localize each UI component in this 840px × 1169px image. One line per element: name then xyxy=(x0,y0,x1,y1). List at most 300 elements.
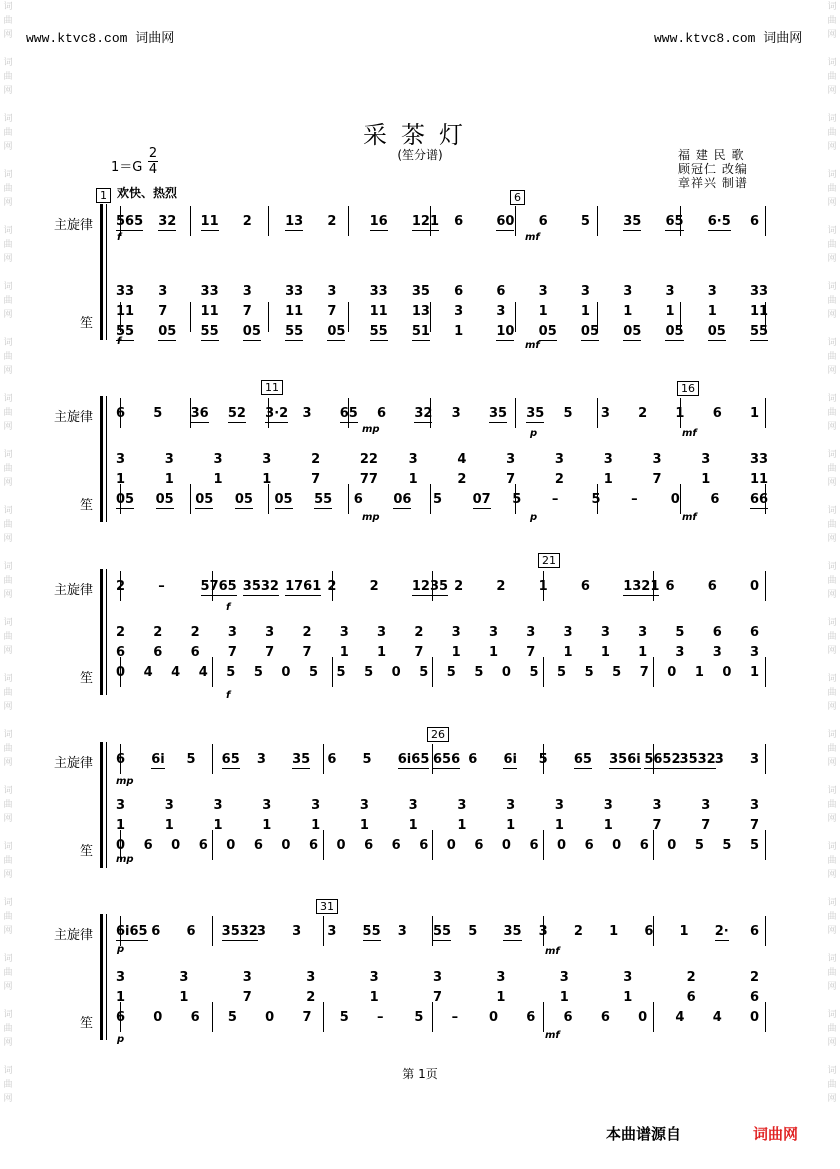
bar-line xyxy=(765,657,766,687)
melody-note: 3 xyxy=(256,924,266,939)
sheng-bottom-note: 0 xyxy=(446,838,456,853)
sheng-mid-note: 7 xyxy=(227,645,237,660)
sheng-bottom-note: 55 xyxy=(369,324,388,339)
sheng-bottom-note: 5 xyxy=(308,665,318,680)
sheng-bottom-note: 0 xyxy=(171,838,181,853)
melody-note: 3532 xyxy=(242,579,279,594)
sheng-mid-note: 1 xyxy=(506,818,516,833)
melody-note: 3 xyxy=(256,752,266,767)
melody-note: 6·5 xyxy=(707,214,731,229)
melody-note: 656 xyxy=(433,752,461,767)
time-sig-bottom: 4 xyxy=(148,162,158,177)
melody-note: 6 xyxy=(707,579,717,594)
sheng-bottom-note: 0 xyxy=(488,1010,498,1025)
melody-note: 5 xyxy=(538,752,548,767)
melody-note: 60 xyxy=(496,214,515,229)
melody-note: 6 xyxy=(538,214,548,229)
dynamic-marking: mf xyxy=(682,512,697,523)
melody-note: 3 xyxy=(714,752,724,767)
measure-box-11: 11 xyxy=(261,376,283,395)
sheng-top-note: 2 xyxy=(414,625,424,640)
melody-part-label: 主旋律 xyxy=(54,928,94,943)
melody-part-label: 主旋律 xyxy=(54,756,94,771)
sheng-bottom-note: 5 xyxy=(227,1010,237,1025)
bar-line xyxy=(653,657,654,687)
bar-line xyxy=(212,830,213,860)
melody-note: 6 xyxy=(151,924,161,939)
song-title: 采茶灯 xyxy=(363,121,477,149)
melody-note: 35 xyxy=(292,752,311,767)
time-sig-top: 2 xyxy=(148,146,158,161)
sheng-bottom-note: 6 xyxy=(710,492,720,507)
melody-note: 55 xyxy=(362,924,381,939)
sheng-top-note: 3 xyxy=(339,625,349,640)
melody-note: 2· xyxy=(714,924,729,939)
dynamic-marking: mf xyxy=(545,946,560,957)
sheng-top-note: 3 xyxy=(408,452,418,467)
sheng-mid-note: 7 xyxy=(750,818,760,833)
credit-transcriber: 章祥兴 制谱 xyxy=(678,176,748,190)
melody-note: 65 xyxy=(665,214,684,229)
score-system xyxy=(0,738,840,868)
sheng-mid-note: 1 xyxy=(603,472,613,487)
melody-note: 5652 xyxy=(644,752,681,767)
credit-arranger: 顾冠仁 改编 xyxy=(678,162,748,176)
header-right-url: www.ktvc8.com 词曲网 xyxy=(654,31,803,46)
sheng-mid-note: 1 xyxy=(116,472,126,487)
sheng-mid-note: 2 xyxy=(457,472,467,487)
sheng-bottom-note: 5 xyxy=(336,665,346,680)
sheng-bottom-note: 1 xyxy=(694,665,704,680)
sheng-top-note: 3 xyxy=(359,798,369,813)
sheng-top-note: 3 xyxy=(227,625,237,640)
header-left-url: www.ktvc8.com 词曲网 xyxy=(26,31,175,46)
sheng-mid-note: 7 xyxy=(526,645,536,660)
bar-line xyxy=(323,916,324,946)
sheng-top-note: 3 xyxy=(623,970,633,985)
sheng-mid-note: 13 xyxy=(411,304,430,319)
melody-note: 6 xyxy=(454,214,464,229)
melody-note: 6 xyxy=(327,752,337,767)
sheng-top-note: 22 xyxy=(359,452,378,467)
sheng-mid-note: 1 xyxy=(311,818,321,833)
sheng-top-note: 3 xyxy=(116,452,126,467)
sheng-bottom-note: 4 xyxy=(675,1010,685,1025)
sheng-bottom-note: 6 xyxy=(639,838,649,853)
page-number: 第 1页 xyxy=(402,1067,438,1081)
sheng-bottom-note: 10 xyxy=(496,324,515,339)
sheng-bottom-note: 05 xyxy=(538,324,557,339)
sheng-bottom-note: 05 xyxy=(665,324,684,339)
sheng-top-note: 33 xyxy=(285,284,304,299)
sheng-mid-note: 1 xyxy=(408,472,418,487)
sheng-part-label: 笙 xyxy=(80,316,94,331)
melody-note: 6 xyxy=(665,579,675,594)
sheng-top-note: 5 xyxy=(675,625,685,640)
sheng-top-note: 3 xyxy=(750,798,760,813)
melody-note: 3532 xyxy=(221,924,258,939)
sheng-mid-note: 6 xyxy=(750,990,760,1005)
dynamic-marking: mf xyxy=(545,1030,560,1041)
melody-note: 65 xyxy=(573,752,592,767)
sheng-bottom-note: 5 xyxy=(419,665,429,680)
sheng-top-note: 3 xyxy=(623,284,633,299)
melody-note: 35 xyxy=(488,406,508,421)
sheng-bottom-note: – xyxy=(631,492,638,507)
sheng-top-note: 3 xyxy=(116,798,126,813)
dynamic-marking: f xyxy=(226,602,231,613)
key-signature: 1＝G xyxy=(111,160,143,175)
sheng-bottom-note: – xyxy=(551,492,559,507)
sheng-mid-note: 1 xyxy=(164,818,174,833)
bar-line xyxy=(190,484,191,514)
sheng-mid-note: 77 xyxy=(359,472,378,487)
sheng-bottom-note: 6 xyxy=(419,838,429,853)
dynamic-marking: mf xyxy=(525,340,540,351)
sheng-bottom-note: 07 xyxy=(472,492,491,507)
sheng-top-note: 3 xyxy=(506,798,516,813)
measure-box-26: 26 xyxy=(427,723,449,742)
sheng-mid-note: 1 xyxy=(496,990,506,1005)
melody-note: 6 xyxy=(644,924,654,939)
melody-note: 13 xyxy=(285,214,304,229)
credits xyxy=(678,148,748,190)
dynamic-marking: mp xyxy=(116,776,134,787)
melody-note: 1 xyxy=(679,924,689,939)
dynamic-marking: mp xyxy=(362,424,380,435)
sheng-bottom-note: 05 xyxy=(195,492,214,507)
sheng-bottom-note: 5 xyxy=(612,665,622,680)
bar-line xyxy=(543,1002,544,1032)
sheng-bottom-note: 6 xyxy=(600,1010,610,1025)
sheng-top-note: 3 xyxy=(262,452,272,467)
sheng-top-note: 3 xyxy=(538,284,548,299)
bar-line xyxy=(765,916,766,946)
melody-note: 6 xyxy=(580,579,590,594)
sheng-bottom-note: 6 xyxy=(116,1010,126,1025)
sheng-mid-note: 6 xyxy=(190,645,200,660)
sheng-top-note: 3 xyxy=(652,798,662,813)
sheng-bottom-note: 0 xyxy=(670,492,680,507)
sheng-bottom-note: 4 xyxy=(198,665,208,680)
sheng-bottom-note: 55 xyxy=(314,492,333,507)
sheng-top-note: 3 xyxy=(327,284,337,299)
sheng-top-note: 3 xyxy=(164,798,174,813)
sheng-mid-note: 7 xyxy=(652,818,662,833)
sheng-mid-note: 3 xyxy=(496,304,506,319)
melody-note: 5 xyxy=(153,406,163,421)
sheng-bottom-note: 0 xyxy=(501,665,511,680)
melody-note: 6i xyxy=(151,752,165,767)
sheng-mid-note: 7 xyxy=(242,304,252,319)
melody-note: 1321 xyxy=(623,579,660,594)
sheng-part-label: 笙 xyxy=(80,844,94,859)
sheng-mid-note: 1 xyxy=(538,304,548,319)
score-system xyxy=(0,392,840,522)
melody-note: 55 xyxy=(433,924,452,939)
sheng-bottom-note: 5 xyxy=(512,492,522,507)
melody-note: 36 xyxy=(190,406,209,421)
bar-line xyxy=(268,302,269,332)
sheng-mid-note: 1 xyxy=(408,818,418,833)
sheng-bottom-note: 05 xyxy=(274,492,293,507)
melody-note: 1235 xyxy=(411,579,449,594)
bar-line xyxy=(432,1002,433,1032)
melody-part-label: 主旋律 xyxy=(54,218,94,233)
dynamic-marking: f xyxy=(226,690,231,701)
melody-note: 2 xyxy=(369,579,379,594)
sheng-mid-note: 1 xyxy=(488,645,498,660)
sheng-mid-note: 7 xyxy=(414,645,424,660)
sheng-bottom-note: 6 xyxy=(190,1010,200,1025)
melody-note: 6 xyxy=(750,214,760,229)
sheng-top-note: 3 xyxy=(603,798,613,813)
sheng-bottom-note: 0 xyxy=(265,1010,275,1025)
melody-note: 5 xyxy=(468,924,478,939)
sheng-mid-note: 1 xyxy=(457,818,467,833)
sheng-bottom-note: 0 xyxy=(116,838,126,853)
sheng-bottom-note: 0 xyxy=(667,838,677,853)
sheng-bottom-note: 0 xyxy=(226,838,236,853)
sheng-top-note: 3 xyxy=(665,284,675,299)
sheng-bottom-note: 05 xyxy=(327,324,346,339)
sheng-bottom-note: 6 xyxy=(198,838,208,853)
dynamic-marking: p xyxy=(117,1034,125,1045)
sheng-mid-note: 1 xyxy=(707,304,717,319)
bar-line xyxy=(190,302,191,332)
bar-line xyxy=(680,484,681,514)
melody-note: 2 xyxy=(454,579,464,594)
system-brace xyxy=(100,569,103,695)
melody-note: 0 xyxy=(750,579,760,594)
sheng-mid-note: 11 xyxy=(116,304,135,319)
sheng-bottom-note: 55 xyxy=(200,324,219,339)
sheng-top-note: 3 xyxy=(242,970,252,985)
bar-line xyxy=(332,657,333,687)
sheng-mid-note: 7 xyxy=(652,472,662,487)
melody-note: 5765 xyxy=(200,579,237,594)
sheng-top-note: 2 xyxy=(686,970,696,985)
sheng-top-note: 3 xyxy=(563,625,573,640)
melody-note: 35 xyxy=(623,214,642,229)
dynamic-marking: f xyxy=(117,232,122,243)
sheng-mid-note: 1 xyxy=(559,990,569,1005)
sheng-top-note: 33 xyxy=(750,452,769,467)
sheng-bottom-note: 5 xyxy=(226,665,236,680)
sheng-mid-note: 1 xyxy=(638,645,648,660)
melody-note: 6 xyxy=(116,752,126,767)
melody-note: 3 xyxy=(397,924,407,939)
bar-line xyxy=(765,206,766,236)
sheng-bottom-note: 6 xyxy=(253,838,263,853)
sheng-top-note: 2 xyxy=(311,452,321,467)
sheng-mid-note: 11 xyxy=(750,304,769,319)
bar-line xyxy=(268,206,269,236)
sheng-mid-note: 1 xyxy=(554,818,564,833)
bar-line xyxy=(515,302,516,332)
melody-note: 356i xyxy=(609,752,641,767)
sheng-bottom-note: 06 xyxy=(393,492,412,507)
sheng-mid-note: 7 xyxy=(265,645,275,660)
melody-note: 565 xyxy=(116,214,144,229)
bar-line xyxy=(653,830,654,860)
melody-note: 3 xyxy=(292,924,302,939)
bar-line xyxy=(765,398,766,428)
sheng-mid-note: 6 xyxy=(153,645,163,660)
tempo-marking: 欢快、热烈 xyxy=(117,186,178,200)
bar-line xyxy=(597,206,598,236)
sheng-mid-note: 7 xyxy=(327,304,337,319)
sheng-top-note: 3 xyxy=(506,452,516,467)
bar-line xyxy=(212,1002,213,1032)
sheng-bottom-note: 5 xyxy=(433,492,443,507)
system-brace xyxy=(100,396,103,522)
melody-note: 5 xyxy=(362,752,372,767)
sheng-bottom-note: 6 xyxy=(526,1010,536,1025)
sheng-part-label: 笙 xyxy=(80,1016,94,1031)
melody-note: 1 xyxy=(675,406,685,421)
bar-line xyxy=(515,206,516,236)
melody-note: 3 xyxy=(327,924,337,939)
dynamic-marking: mp xyxy=(116,854,134,865)
sheng-mid-note: 1 xyxy=(623,990,633,1005)
sheng-mid-note: 3 xyxy=(750,645,760,660)
dynamic-marking: p xyxy=(530,428,538,439)
melody-note: 6 xyxy=(116,406,126,421)
dynamic-marking: mf xyxy=(682,428,697,439)
sheng-mid-note: 3 xyxy=(454,304,464,319)
sheng-bottom-note: 5 xyxy=(474,665,484,680)
melody-note: 3 xyxy=(600,406,610,421)
sheng-bottom-note: 0 xyxy=(667,665,677,680)
melody-note: 65 xyxy=(221,752,240,767)
bar-line xyxy=(432,830,433,860)
sheng-top-note: 3 xyxy=(179,970,189,985)
melody-note: 6 xyxy=(377,406,387,421)
sheng-bottom-note: 0 xyxy=(153,1010,163,1025)
melody-note: 3532 xyxy=(679,752,716,767)
sheng-top-note: 3 xyxy=(306,970,316,985)
bar-line xyxy=(430,484,431,514)
sheng-bottom-note: 0 xyxy=(722,665,732,680)
sheng-mid-note: 1 xyxy=(262,472,272,487)
sheng-top-note: 33 xyxy=(750,284,769,299)
bar-line xyxy=(348,484,349,514)
sheng-top-note: 3 xyxy=(652,452,662,467)
sheng-mid-note: 1 xyxy=(164,472,174,487)
sheng-top-note: 3 xyxy=(559,970,569,985)
measure-box-31: 31 xyxy=(316,895,338,914)
source-site: 词曲网 xyxy=(753,1125,799,1143)
sheng-mid-note: 3 xyxy=(675,645,685,660)
melody-note: 3 xyxy=(302,406,312,421)
sheng-top-note: 3 xyxy=(580,284,590,299)
sheng-top-note: 2 xyxy=(116,625,126,640)
bar-line xyxy=(430,302,431,332)
score-system xyxy=(0,565,840,695)
melody-note: 6i65 xyxy=(397,752,430,767)
bar-line xyxy=(543,830,544,860)
melody-note: 16 xyxy=(369,214,388,229)
sheng-bottom-note: 5 xyxy=(529,665,539,680)
sheng-bottom-note: 7 xyxy=(639,665,649,680)
sheng-top-note: 3 xyxy=(603,452,613,467)
sheng-bottom-note: 6 xyxy=(391,838,401,853)
sheng-bottom-note: 4 xyxy=(171,665,181,680)
sheng-mid-note: 1 xyxy=(179,990,189,1005)
sheng-mid-note: 1 xyxy=(377,645,387,660)
sheng-bottom-note: 5 xyxy=(446,665,456,680)
bar-line xyxy=(432,657,433,687)
sheng-mid-note: 3 xyxy=(712,645,722,660)
melody-note: 2 xyxy=(496,579,506,594)
dynamic-marking: p xyxy=(530,512,538,523)
bar-line xyxy=(268,484,269,514)
sheng-mid-note: 7 xyxy=(158,304,168,319)
melody-note: 52 xyxy=(227,406,246,421)
sheng-top-note: 3 xyxy=(600,625,610,640)
sheng-bottom-note: 55 xyxy=(285,324,304,339)
sheng-top-note: 6 xyxy=(712,625,722,640)
sheng-bottom-note: 51 xyxy=(411,324,430,339)
sheng-bottom-note: 5 xyxy=(722,838,732,853)
sheng-bottom-note: 05 xyxy=(580,324,600,339)
sheng-bottom-note: 7 xyxy=(302,1010,312,1025)
melody-note: 32 xyxy=(414,406,433,421)
melody-note: 11 xyxy=(200,214,219,229)
sheng-mid-note: 1 xyxy=(116,990,126,1005)
sheng-top-note: 3 xyxy=(451,625,461,640)
sheng-bottom-note: 55 xyxy=(116,324,135,339)
dynamic-marking: f xyxy=(117,336,122,347)
melody-note: 5 xyxy=(563,406,573,421)
sheng-bottom-note: 5 xyxy=(584,665,594,680)
sheng-bottom-note: – xyxy=(451,1010,459,1025)
bar-line xyxy=(323,744,324,774)
sheng-bottom-note: 0 xyxy=(612,838,622,853)
sheng-part-label: 笙 xyxy=(80,671,94,686)
sheng-top-note: 3 xyxy=(164,452,174,467)
bar-line xyxy=(597,398,598,428)
sheng-mid-note: 1 xyxy=(369,990,379,1005)
sheng-part-label: 笙 xyxy=(80,498,94,513)
bar-line xyxy=(765,744,766,774)
sheng-top-note: 6 xyxy=(454,284,464,299)
sheng-mid-note: 1 xyxy=(600,645,610,660)
sheng-mid-note: 7 xyxy=(433,990,443,1005)
melody-note: 1 xyxy=(609,924,619,939)
melody-note: 2 xyxy=(327,579,337,594)
sheng-mid-note: 7 xyxy=(311,472,321,487)
sheng-bottom-note: 6 xyxy=(474,838,484,853)
sheng-bottom-note: 6 xyxy=(364,838,374,853)
sheng-bottom-note: 05 xyxy=(158,324,177,339)
melody-note: 1761 xyxy=(285,579,322,594)
system-brace xyxy=(100,914,103,1040)
bar-line xyxy=(212,744,213,774)
sheng-top-note: 33 xyxy=(116,284,135,299)
sheng-bottom-note: 05 xyxy=(155,492,174,507)
sheng-top-note: 3 xyxy=(457,798,467,813)
sheng-top-note: 33 xyxy=(369,284,388,299)
sheng-bottom-note: 0 xyxy=(557,838,567,853)
melody-note: 1 xyxy=(538,579,548,594)
system-brace-thin xyxy=(106,914,107,1040)
system-brace xyxy=(100,204,103,340)
sheng-bottom-note: 6 xyxy=(584,838,594,853)
sheng-top-note: 6 xyxy=(750,625,760,640)
sheng-top-note: 3 xyxy=(408,798,418,813)
